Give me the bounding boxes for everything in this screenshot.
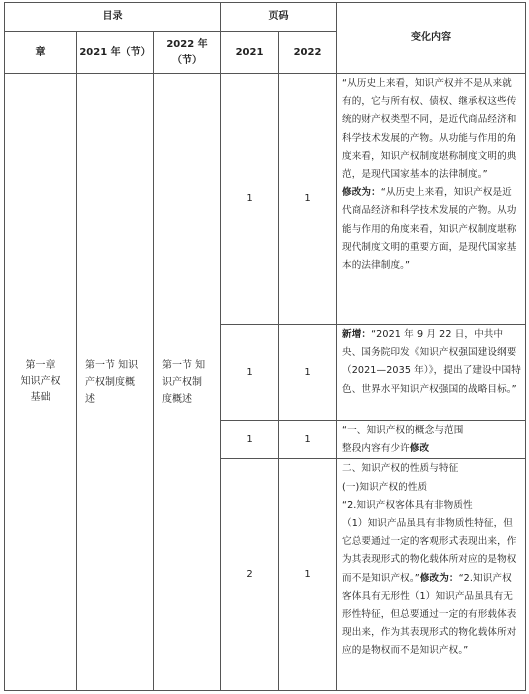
chapter-header: 章 bbox=[5, 32, 77, 74]
page-2022-cell: 1 bbox=[279, 459, 337, 691]
page-2021-header: 2021 bbox=[221, 32, 279, 74]
section-2021-cell: 第一节 知识 产权制度概 述 bbox=[77, 74, 154, 691]
change-label: 修改为： bbox=[419, 572, 459, 584]
section-2021-header: 2021 年（节） bbox=[77, 32, 154, 74]
pages-header: 页码 bbox=[221, 3, 337, 32]
change-label: 修改 bbox=[409, 443, 430, 455]
page-2022-header: 2022 bbox=[279, 32, 337, 74]
change-label: 修改为： bbox=[342, 187, 381, 199]
toc-header: 目录 bbox=[5, 3, 221, 32]
page-2021-cell: 1 bbox=[221, 325, 279, 421]
page-2022-cell: 1 bbox=[279, 74, 337, 325]
changes-header: 变化内容 bbox=[337, 3, 526, 74]
chapter-cell: 第一章 知识产权 基础 bbox=[5, 74, 77, 691]
page-2021-cell: 1 bbox=[221, 74, 279, 325]
change-content: 新增：“2021 年 9 月 22 日，中共中央、国务院印发《知识产权强国建设纲要（2021—2035 年）》，提出了建设中国特色、世界水平知识产权强国的战略目标。” bbox=[337, 325, 526, 421]
change-content: “一、知识产权的概念与范围 整段内容有少许修改 bbox=[337, 421, 526, 459]
page-2021-cell: 2 bbox=[221, 459, 279, 691]
section-2022-cell: 第一节 知 识产权制 度概述 bbox=[154, 74, 221, 691]
page-2022-cell: 1 bbox=[279, 325, 337, 421]
changes-table bbox=[4, 2, 526, 691]
change-content: 二、知识产权的性质与特征 (一)知识产权的性质 “2.知识产权客体具有非物质性 （1）知识产品虽具有非物质性特征，但它总要通过一定的客观形式表现出来，作为其表现形式的物化载体所对应的是物权而不是知识产权。”修改为：“2.知识产权客体具有无形性（1）知识产品虽具有无形性特征，但总要通过一定的有形载体表现出来，作为其表现形式的物化载体所对应的是物权而不是知识产权。” bbox=[337, 459, 526, 691]
page-2021-cell: 1 bbox=[221, 421, 279, 459]
page-2022-cell: 1 bbox=[279, 421, 337, 459]
change-content: “从历史上来看，知识产权并不是从来就有的，它与所有权、债权、继承权这些传统的财产权类型不同，是近代商品经济和科学技术发展的产物。从功能与作用的角度来看，知识产权制度堪称制度文明的典范，是现代国家基本的法律制度。” 修改为：“从历史上来看，知识产权是近代商品经济和科学技术发展的产物。从功能与作用的角度来看，知识产权制度堪称现代制度文明的重要方面，是现代国家基本的法律制度。” bbox=[337, 74, 526, 325]
section-2022-header: 2022 年 （节） bbox=[154, 32, 221, 74]
table-row bbox=[5, 74, 526, 325]
change-label: 新增： bbox=[342, 329, 372, 340]
